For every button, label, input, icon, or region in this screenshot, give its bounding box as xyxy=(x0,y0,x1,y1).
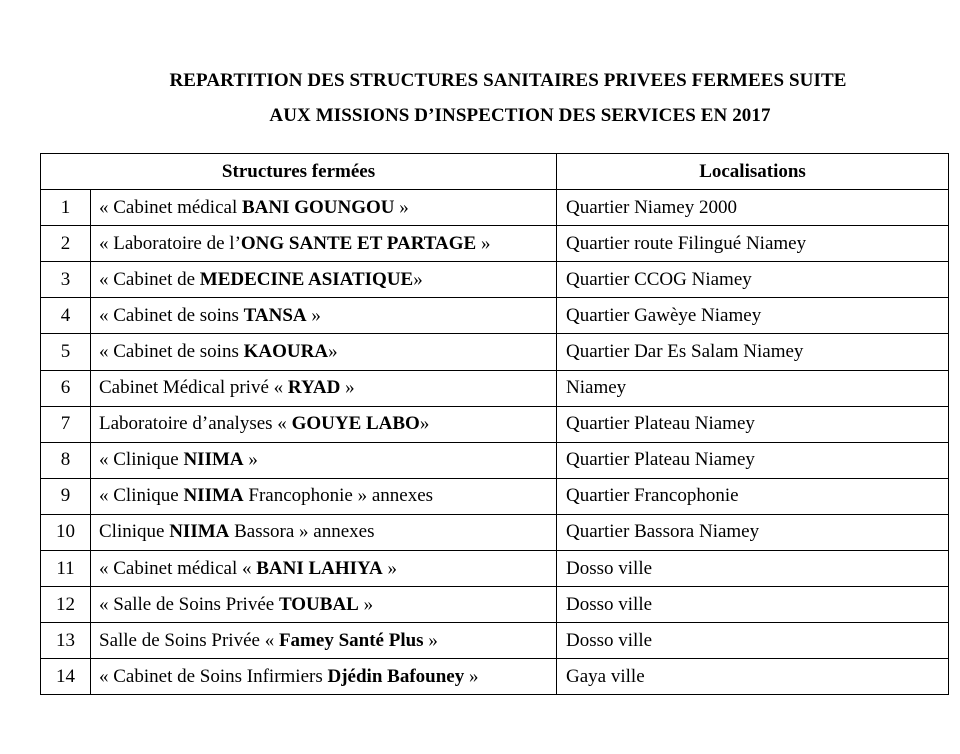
row-number: 2 xyxy=(41,226,91,262)
structure-name-bold: TOUBAL xyxy=(278,593,359,615)
structure-name xyxy=(91,514,557,550)
structure-name-suffix: » xyxy=(464,665,479,687)
structure-location: Quartier Francophonie xyxy=(557,478,949,514)
row-number: 5 xyxy=(41,334,91,370)
structure-name-bold: TANSA xyxy=(243,304,307,326)
structure-location: Quartier Bassora Niamey xyxy=(557,514,949,550)
structure-name xyxy=(91,226,557,262)
row-number: 8 xyxy=(41,442,91,478)
structure-location: Dosso ville xyxy=(557,623,949,659)
structure-location: Quartier Niamey 2000 xyxy=(557,190,949,226)
structure-name-suffix: Bassora » annexes xyxy=(229,521,375,543)
structure-name xyxy=(91,190,557,226)
structure-name-prefix: « Salle de Soins Privée xyxy=(99,593,279,615)
structure-name-suffix: » xyxy=(306,304,321,326)
structure-name-suffix: » xyxy=(419,413,430,435)
table-row xyxy=(41,659,949,695)
row-number: 13 xyxy=(41,623,91,659)
structure-name xyxy=(91,334,557,370)
structure-name-prefix: « Laboratoire de l’ xyxy=(99,232,241,254)
table-row xyxy=(41,262,949,298)
structure-location: Quartier Plateau Niamey xyxy=(557,406,949,442)
header-localisations: Localisations xyxy=(557,154,949,190)
table-header-row xyxy=(41,154,949,190)
structure-name-suffix: » xyxy=(413,268,423,290)
structure-name xyxy=(91,478,557,514)
table-row xyxy=(41,406,949,442)
structure-name-prefix: « Cabinet de Soins Infirmiers xyxy=(99,665,328,687)
table-row xyxy=(41,334,949,370)
structure-location: Dosso ville xyxy=(557,587,949,623)
table-row xyxy=(41,370,949,406)
structure-name-suffix: » xyxy=(358,593,374,615)
structure-name xyxy=(91,406,557,442)
structure-name-bold: ONG SANTE ET PARTAGE xyxy=(240,232,477,254)
structure-location: Quartier route Filingué Niamey xyxy=(557,226,949,262)
row-number: 11 xyxy=(41,551,91,587)
row-number: 12 xyxy=(41,587,91,623)
structure-name-bold: RYAD xyxy=(287,377,341,399)
structure-name-prefix: Clinique xyxy=(99,521,170,543)
structure-name-prefix: Cabinet Médical privé « xyxy=(99,377,288,399)
structure-name xyxy=(91,370,557,406)
document-title-line-1: REPARTITION DES STRUCTURES SANITAIRES PRIVEES FERMEES SUITE xyxy=(169,70,847,91)
table-row xyxy=(41,298,949,334)
structure-name-bold: KAOURA xyxy=(243,341,329,363)
table-row xyxy=(41,514,949,550)
structure-name-prefix: « Cabinet médical xyxy=(99,196,242,218)
structure-location: Quartier CCOG Niamey xyxy=(557,262,949,298)
structure-name xyxy=(91,659,557,695)
structure-name-suffix: » xyxy=(394,196,409,218)
table-row xyxy=(41,587,949,623)
row-number: 4 xyxy=(41,298,91,334)
structure-name-prefix: « Cabinet médical « xyxy=(99,557,257,579)
structure-name-prefix: « Clinique xyxy=(99,485,184,507)
table-row xyxy=(41,551,949,587)
structure-location: Quartier Dar Es Salam Niamey xyxy=(557,334,949,370)
closed-structures-table xyxy=(40,153,949,695)
structure-name-suffix: » xyxy=(243,449,258,471)
row-number: 14 xyxy=(41,659,91,695)
table-row xyxy=(41,623,949,659)
structure-name-bold: GOUYE LABO xyxy=(291,413,420,435)
structure-name-bold: BANI GOUNGOU xyxy=(241,196,395,218)
structure-name-suffix: » xyxy=(340,377,355,399)
structure-name-prefix: « Cabinet de soins xyxy=(99,304,244,326)
structure-name xyxy=(91,298,557,334)
structure-name xyxy=(91,262,557,298)
structure-location: Dosso ville xyxy=(557,551,949,587)
structure-name-bold: NIIMA xyxy=(169,521,230,543)
table-row xyxy=(41,226,949,262)
document-title-line-2: AUX MISSIONS D’INSPECTION DES SERVICES EN 2017 xyxy=(269,105,771,126)
table-body xyxy=(41,190,949,695)
structure-name-prefix: « Clinique xyxy=(99,449,184,471)
structure-name-suffix: » xyxy=(423,629,438,651)
table-row xyxy=(41,478,949,514)
structure-name-prefix: Laboratoire d’analyses « xyxy=(99,413,292,435)
structure-name xyxy=(91,551,557,587)
structure-name-suffix: Francophonie » annexes xyxy=(243,485,434,507)
structure-name-suffix: » xyxy=(382,557,398,579)
structure-name-bold: MEDECINE ASIATIQUE xyxy=(199,268,414,290)
structure-name xyxy=(91,587,557,623)
structure-name-bold: Famey Santé Plus xyxy=(278,629,424,651)
table-row xyxy=(41,442,949,478)
row-number: 1 xyxy=(41,190,91,226)
structure-name-bold: Djédin Bafouney xyxy=(327,665,465,687)
structure-name xyxy=(91,442,557,478)
header-structures: Structures fermées xyxy=(41,154,557,190)
table-row xyxy=(41,190,949,226)
structure-name-prefix: Salle de Soins Privée « xyxy=(99,629,279,651)
row-number: 9 xyxy=(41,478,91,514)
structure-location: Quartier Plateau Niamey xyxy=(557,442,949,478)
structure-name-bold: BANI LAHIYA xyxy=(256,557,383,579)
structure-location: Quartier Gawèye Niamey xyxy=(557,298,949,334)
structure-name-suffix: » xyxy=(328,341,338,363)
row-number: 3 xyxy=(41,262,91,298)
structure-location: Niamey xyxy=(557,370,949,406)
row-number: 10 xyxy=(41,514,91,550)
row-number: 7 xyxy=(41,406,91,442)
structure-name-bold: NIIMA xyxy=(183,449,244,471)
row-number: 6 xyxy=(41,370,91,406)
structure-name-bold: NIIMA xyxy=(183,485,244,507)
structure-location: Gaya ville xyxy=(557,659,949,695)
structure-name-prefix: « Cabinet de xyxy=(99,268,200,290)
structure-name xyxy=(91,623,557,659)
structure-name-suffix: » xyxy=(476,232,491,254)
structure-name-prefix: « Cabinet de soins xyxy=(99,341,244,363)
